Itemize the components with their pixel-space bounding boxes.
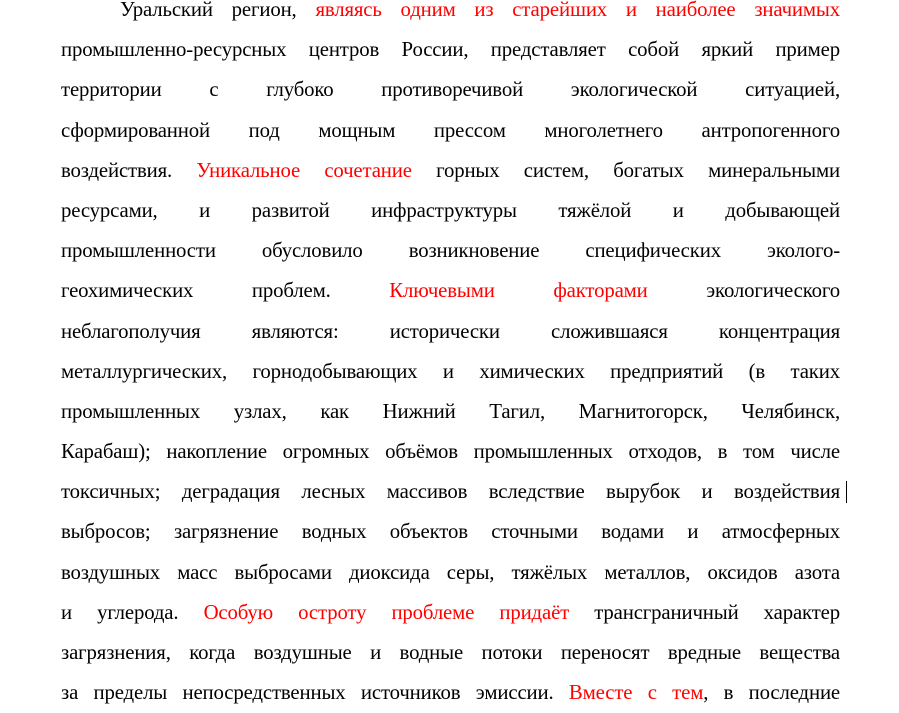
body-text: за пределы непосредственных источников эмиссии.	[61, 681, 569, 705]
body-text: геохимических проблем.	[61, 279, 390, 303]
text-line	[61, 352, 840, 392]
body-text: и углерода.	[61, 600, 204, 624]
text-line	[61, 271, 840, 311]
text-line	[61, 633, 840, 673]
text-line	[61, 70, 840, 110]
highlighted-text: Особую остроту проблеме придаёт	[203, 600, 570, 624]
highlighted-text: Ключевыми факторами	[389, 279, 648, 303]
body-text: экологического	[647, 279, 840, 303]
highlighted-text: Уникальное сочетание	[196, 158, 412, 182]
text-line	[61, 392, 840, 432]
body-text: воздействия.	[61, 158, 197, 182]
text-cursor	[846, 481, 847, 503]
body-text: промышленности обусловило возникновение специфических эколого-	[61, 239, 840, 263]
text-line	[61, 30, 840, 70]
text-line	[61, 231, 840, 271]
text-line	[61, 111, 840, 151]
body-text: трансграничный характер	[569, 600, 840, 624]
body-text: токсичных; деградация лесных массивов вследствие вырубок и воздействия	[61, 480, 840, 504]
text-line	[61, 553, 840, 593]
text-line	[61, 151, 840, 191]
text-line	[61, 512, 840, 552]
body-text: Карабаш); накопление огромных объёмов промышленных отходов, в том числе	[61, 440, 840, 464]
document-paragraph[interactable]	[61, 0, 840, 713]
text-line	[61, 472, 840, 512]
text-line	[61, 432, 840, 472]
body-text: промышленных узлах, как Нижний Тагил, Магнитогорск, Челябинск,	[61, 399, 840, 423]
highlighted-text: являясь одним из старейших и наиболее значимых	[315, 0, 840, 21]
body-text: металлургических, горнодобывающих и химических предприятий (в таких	[61, 359, 840, 383]
text-line	[61, 593, 840, 633]
text-line	[61, 312, 840, 352]
body-text: неблагополучия являются: исторически сложившаяся концентрация	[61, 319, 840, 343]
highlighted-text: Вместе с тем	[568, 681, 704, 705]
body-text: воздушных масс выбросами диоксида серы, тяжёлых металлов, оксидов азота	[61, 560, 840, 584]
body-text: Уральский регион,	[120, 0, 316, 21]
body-text: промышленно-ресурсных центров России, представляет собой яркий пример	[61, 38, 840, 62]
body-text: загрязнения, когда воздушные и водные потоки переносят вредные вещества	[61, 641, 840, 664]
text-line	[61, 0, 840, 30]
text-line	[61, 191, 840, 231]
body-text: , в последние	[703, 681, 841, 705]
body-text: сформированной под мощным прессом многолетнего антропогенного	[61, 118, 840, 142]
text-line	[61, 673, 840, 713]
body-text: выбросов; загрязнение водных объектов сточными водами и атмосферных	[61, 520, 840, 544]
body-text: горных систем, богатых минеральными	[411, 158, 840, 182]
body-text: ресурсами, и развитой инфраструктуры тяжёлой и добывающей	[61, 198, 840, 222]
body-text: территории с глубоко противоречивой экологической ситуацией,	[61, 78, 840, 102]
